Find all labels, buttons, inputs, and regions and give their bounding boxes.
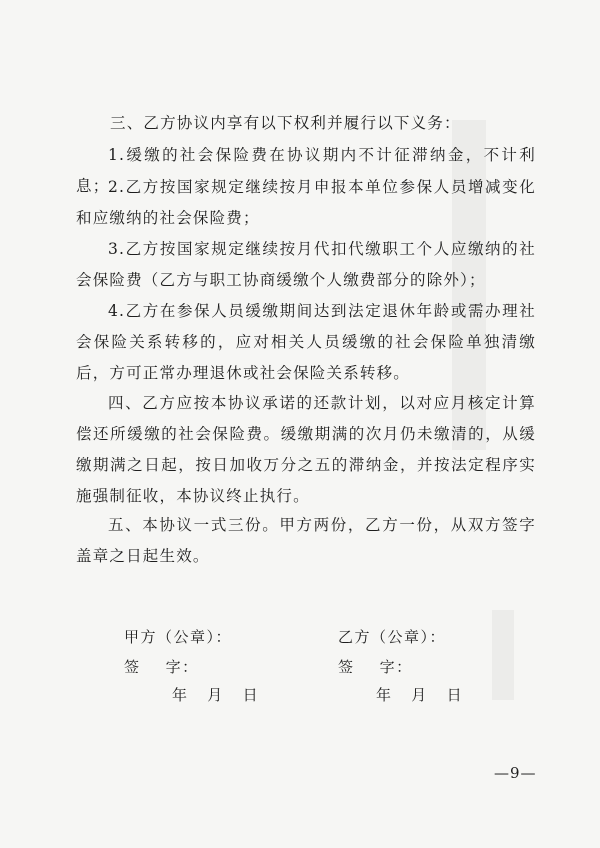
party-b-sign-label: 签 字： (338, 658, 413, 676)
clause-three-item-1: 1.缓缴的社会保险费在协议期内不计征滞纳金，不计利息； (76, 146, 536, 195)
clause-three-heading: 三、乙方协议内享有以下权利并履行以下义务： (110, 114, 461, 132)
party-b-seal-label: 乙方（公章）： (338, 628, 447, 646)
party-b-date: 年 月 日 (376, 686, 464, 704)
party-a-date: 年 月 日 (172, 686, 260, 704)
page-number: —9— (494, 764, 537, 782)
clause-five: 五、本协议一式三份。甲方两份，乙方一份，从双方签字盖章之日起生效。 (76, 516, 536, 565)
clause-three-item-2: 2.乙方按国家规定继续按月申报本单位参保人员增减变化和应缴纳的社会保险费； (76, 178, 536, 227)
clause-four: 四、乙方应按本协议承诺的还款计划，以对应月核定计算偿还所缓缴的社会保险费。缓缴期满的次月仍未缴清的，从缓缴期满之日起，按日加收万分之五的滞纳金，并按法定程序实施强制征收，本协议终止执行。 (76, 394, 536, 505)
clause-three-item-3: 3.乙方按国家规定继续按月代扣代缴职工个人应缴纳的社会保险费（乙方与职工协商缓缴个人缴费部分的除外）； (76, 240, 536, 289)
party-a-seal-label: 甲方（公章）： (124, 628, 233, 646)
show-through-shadow (492, 610, 514, 700)
party-a-sign-label: 签 字： (124, 658, 199, 676)
clause-three-item-4: 4.乙方在参保人员缓缴期间达到法定退休年龄或需办理社会保险关系转移的，应对相关人员缓缴的社会保险单独清缴后，方可正常办理退休或社会保险关系转移。 (76, 302, 536, 382)
